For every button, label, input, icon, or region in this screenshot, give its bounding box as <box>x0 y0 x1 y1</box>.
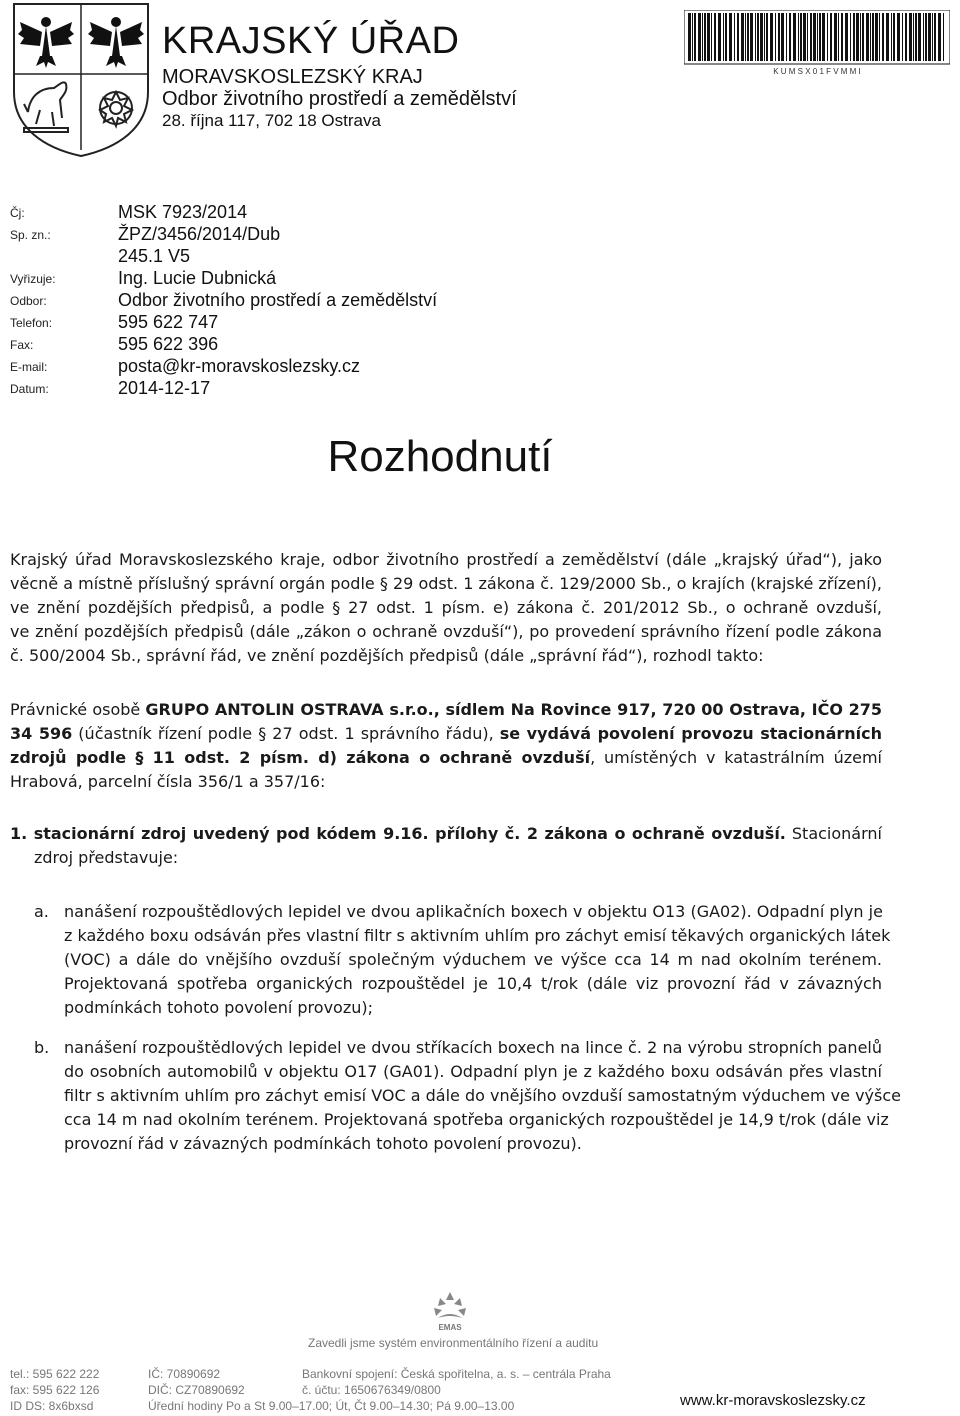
party-text: Právnické osobě <box>10 700 146 719</box>
text-line: Projektovaná spotřeba organických rozpouštědel je 10,4 t/rok (dále viz provozní řád v závazných <box>64 974 882 993</box>
item-1-heading: 1. stacionární zdroj uvedený pod kódem 9.16. přílohy č. 2 zákona o ochraně ovzduší. <box>10 824 786 843</box>
barcode-text: K U M S X 0 1 F V M M I <box>773 67 861 76</box>
text-line: cca 14 m nad okolním terénem. Projektovaná spotřeba organických rozpouštědel je 14,9 t/rok (dále viz <box>64 1110 889 1129</box>
party-ico: 34 596 <box>10 724 73 743</box>
text-line: Krajský úřad Moravskoslezského kraje, odbor životního prostředí a zemědělství (dále „krajský úřad“), jako <box>10 550 882 569</box>
authority-address: 28. října 117, 702 18 Ostrava <box>162 111 381 130</box>
info-label: Datum: <box>10 382 49 396</box>
decision-statement: se vydává povolení provozu stacionárních <box>499 724 883 743</box>
authority-name: KRAJSKÝ ÚŘAD <box>162 20 460 62</box>
info-label: Fax: <box>10 338 34 352</box>
emas-label: EMAS <box>438 1323 462 1332</box>
footer-website-link[interactable]: www.kr-moravskoslezsky.cz <box>680 1392 866 1409</box>
info-label: Odbor: <box>10 294 47 308</box>
party-name: GRUPO ANTOLIN OSTRAVA s.r.o., sídlem Na Rovince 917, 720 00 Ostrava, IČO 275 <box>145 700 882 719</box>
text-line: č. 500/2004 Sb., správní řád, ve znění pozdějších předpisů (dále „správní řád“), rozhodl takto: <box>10 646 764 665</box>
footer-bank: Bankovní spojení: Česká spořitelna, a. s. – centrála Praha <box>302 1367 611 1381</box>
sub-item-a <box>34 900 891 1020</box>
text-line: ve znění pozdějších předpisů (dále „zákon o ochraně ovzduší“), po provedení správního řízení podle zákona <box>10 622 882 641</box>
item-1 <box>10 822 882 870</box>
footer-hours: Úřední hodiny Po a St 9.00–17.00; Út, Čt 9.00–14.30; Pá 9.00–13.00 <box>148 1399 515 1413</box>
text-line: nanášení rozpouštědlových lepidel ve dvou stříkacích boxech na lince č. 2 na výrobu stropních panelů <box>64 1038 882 1057</box>
footer-ico: IČ: 70890692 <box>148 1367 221 1381</box>
intro-paragraph <box>10 548 882 668</box>
text-line: filtr s aktivním uhlím pro záchyt emisí VOC a dále do vnějšího ovzduší samostatným výduchem ve výšce <box>64 1086 901 1105</box>
info-label: Telefon: <box>10 316 53 330</box>
sub-item-marker: a. <box>34 902 49 921</box>
info-value: 2014-12-17 <box>118 378 211 398</box>
department-name: Odbor životního prostředí a zemědělství <box>162 88 517 110</box>
info-value: ŽPZ/3456/2014/Dub <box>118 224 281 244</box>
decision-party-paragraph <box>10 698 882 794</box>
party-text: (účastník řízení podle § 27 odst. 1 správního řádu), <box>72 724 500 743</box>
info-value: 595 622 747 <box>118 312 219 332</box>
footer-phone: tel.: 595 622 222 <box>10 1367 100 1381</box>
info-label: Sp. zn.: <box>10 228 51 242</box>
region-name: MORAVSKOSLEZSKÝ KRAJ <box>162 66 423 88</box>
text-line: z každého boxu odsáván přes vlastní filtr s aktivním uhlím pro záchyt emisí těkavých organických látek <box>64 926 891 945</box>
info-value: Ing. Lucie Dubnická <box>118 268 277 288</box>
info-label: E-mail: <box>10 360 48 374</box>
barcode-icon <box>684 10 950 76</box>
sub-item-b <box>34 1036 901 1156</box>
info-value: MSK 7923/2014 <box>118 202 248 222</box>
info-value: 245.1 V5 <box>118 246 191 266</box>
party-text: , umístěných v katastrálním území <box>590 748 882 767</box>
emas-statement: Zavedli jsme systém environmentálního řízení a auditu <box>308 1336 599 1350</box>
text-line: nanášení rozpouštědlových lepidel ve dvou aplikačních boxech v objektu O13 (GA02). Odpadní plyn je <box>64 902 883 921</box>
footer-dic: DIČ: CZ70890692 <box>148 1383 245 1397</box>
sub-item-marker: b. <box>34 1038 50 1057</box>
party-text: Hrabová, parcelní čísla 356/1 a 357/16: <box>10 772 326 791</box>
item-1-text: Stacionární <box>785 824 882 843</box>
emas-logo-icon <box>426 1290 474 1334</box>
text-line: provozní řád v závazných podmínkách tohoto povolení provozu). <box>64 1134 582 1153</box>
info-value: Odbor životního prostředí a zemědělství <box>118 290 438 310</box>
info-label: Čj: <box>10 206 25 220</box>
text-line: ve znění pozdějších předpisů, a podle § 27 odst. 1 písm. e) zákona č. 201/2012 Sb., o ochraně ovzduší, <box>10 598 882 617</box>
text-line: (VOC) a dále do vnějšího ovzduší společným výduchem ve výšce cca 14 m nad okolním terénem. <box>64 950 882 969</box>
decision-statement: zdrojů podle § 11 odst. 2 písm. d) zákona o ochraně ovzduší <box>10 748 591 767</box>
text-line: věcně a místně příslušný správní orgán podle § 29 odst. 1 zákona č. 129/2000 Sb., o krajích (krajské zřízení), <box>10 574 882 593</box>
text-line: podmínkách tohoto povolení provozu); <box>64 998 373 1017</box>
info-value: 595 622 396 <box>118 334 219 354</box>
item-1-text: zdroj představuje: <box>34 848 179 867</box>
info-label: Vyřizuje: <box>10 272 56 286</box>
footer-data-box: ID DS: 8x6bxsd <box>10 1399 94 1413</box>
document-title: Rozhodnutí <box>327 432 553 481</box>
footer-fax: fax: 595 622 126 <box>10 1383 100 1397</box>
text-line: do osobních automobilů v objektu O17 (GA01). Odpadní plyn je z každého boxu odsáván přes vlastní <box>64 1062 882 1081</box>
footer-account: č. účtu: 1650676349/0800 <box>302 1383 441 1397</box>
coat-of-arms-icon <box>10 0 152 158</box>
info-value: posta@kr-moravskoslezsky.cz <box>118 356 360 376</box>
